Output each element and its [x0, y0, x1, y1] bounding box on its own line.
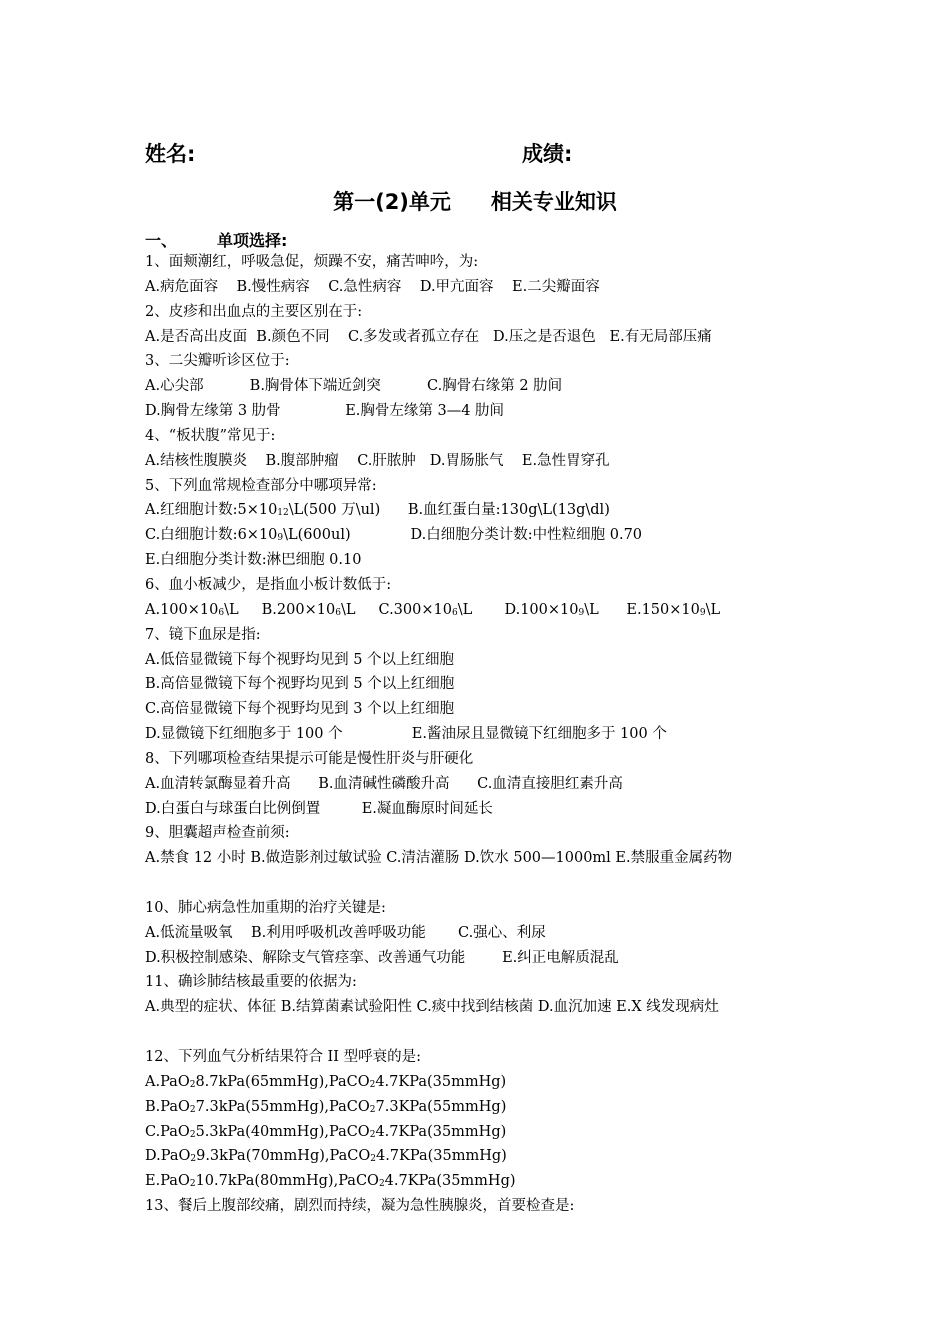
question-12: 12、下列血气分析结果符合 II 型呼衰的是: — [145, 1049, 422, 1065]
name-label: 姓名: — [145, 142, 196, 166]
question-13: 13、餐后上腹部绞痛，剧烈而持续，凝为急性胰腺炎，首要检查是: — [145, 1198, 575, 1215]
question-7-option-a: A.低倍显微镜下每个视野均见到 5 个以上红细胞 — [145, 651, 455, 668]
question-12-option-d: D.PaO$_2$9.3kPa(70mmHg),PaCO$_2$4.7KPa(35mmHg) — [145, 1148, 507, 1165]
question-5-options-3: E.白细胞分类计数:淋巴细胞 0.10 — [145, 552, 362, 569]
title-subject: 相关专业知识 — [490, 190, 617, 214]
question-1: 1、面颊潮红，呼吸急促，烦躁不安，痛苦呻吟，为: — [145, 254, 479, 270]
question-11-options: A.典型的症状、体征 B.结算菌素试验阳性 C.痰中找到结核菌 D.血沉加速 E.X 线发现病灶 — [145, 999, 719, 1016]
question-5-options-2: C.白细胞计数$:6\times 10_9\backslash L(600ul)$ D.白细胞分类计数:中性粒细胞 0.70 — [145, 527, 643, 544]
score-label: 成绩: — [522, 142, 573, 166]
question-list — [145, 250, 815, 1219]
question-10-options-1: A.低流量吸氧 B.利用呼吸机改善呼吸功能 C.强心、利尿 — [145, 924, 546, 941]
question-5-options-1: A.红细胞计数$:5\times 10_{12}\backslash L(500$ 万\ul) B.血红蛋白量:130g\L(13g\dl) — [145, 502, 610, 519]
question-9: 9、胆囊超声检查前须: — [145, 825, 290, 842]
page-title — [0, 186, 950, 216]
question-9-options: A.禁食 12 小时 B.做造影剂过敏试验 C.清洁灌肠 D.饮水 500—1000ml E.禁服重金属药物 — [145, 850, 733, 867]
question-7: 7、镜下血尿是指: — [145, 626, 261, 643]
section-title: 单项选择: — [217, 231, 288, 250]
question-2-options: A.是否高出皮面 B.颜色不同 C.多发或者孤立存在 D.压之是否退色 E.有无局部压痛 — [145, 328, 712, 345]
question-12-option-a: A.PaO$_2$8.7kPa(65mmHg),PaCO$_2$4.7KPa(35mmHg) — [145, 1073, 507, 1090]
question-11: 11、确诊肺结核最重要的依据为: — [145, 974, 357, 991]
question-3-options-2: D.胸骨左缘第 3 肋骨 E.胸骨左缘第 3—4 肋间 — [145, 403, 505, 420]
question-4-options: A.结核性腹膜炎 B.腹部肿瘤 C.肝脓肿 D.胃肠胀气 E.急性胃穿孔 — [145, 452, 610, 469]
question-8: 8、下列哪项检查结果提示可能是慢性肝炎与肝硬化 — [145, 750, 474, 767]
question-7-option-b: B.高倍显微镜下每个视野均见到 5 个以上红细胞 — [145, 676, 455, 693]
question-4: 4、“板状腹”常见于: — [145, 427, 276, 444]
question-10: 10、肺心病急性加重期的治疗关键是: — [145, 899, 386, 916]
title-unit: 第一(2)单元 — [333, 190, 451, 214]
question-2: 2、皮疹和出血点的主要区别在于: — [145, 303, 363, 320]
question-3-options-1: A.心尖部 B.胸骨体下端近剑突 C.胸骨右缘第 2 肋间 — [145, 378, 563, 395]
question-8-options-1: A.血清转氯酶显着升高 B.血清碱性磷酸升高 C.血清直接胆红素升高 — [145, 775, 623, 792]
question-1-options: A.病危面容 B.慢性病容 C.急性病容 D.甲亢面容 E.二尖瓣面容 — [145, 278, 600, 295]
question-7-option-de: D.显微镜下红细胞多于 100 个 E.酱油尿且显微镜下红细胞多于 100 个 — [145, 726, 667, 743]
question-6-options: $A.100\times 10_6\backslash L$ $B.200\times 10_6\backslash L$ $C.300\times 10_6\backslash L$ $D.100\times 10_9\backslash L$ $E.150\times 10_9\backslash L$ — [145, 601, 721, 618]
question-5: 5、下列血常规检查部分中哪项异常: — [145, 477, 377, 494]
section-heading — [145, 228, 287, 251]
question-12-option-b: B.PaO$_2$7.3kPa(55mmHg),PaCO$_2$7.3KPa(55mmHg) — [145, 1098, 507, 1115]
question-12-option-c: C.PaO$_2$5.3kPa(40mmHg),PaCO$_2$4.7KPa(35mmHg) — [145, 1123, 507, 1140]
question-3: 3、二尖瓣听诊区位于: — [145, 353, 290, 370]
question-12-option-e: E.PaO$_2$10.7kPa(80mmHg),PaCO$_2$4.7KPa(35mmHg) — [145, 1173, 516, 1190]
question-8-options-2: D.白蛋白与球蛋白比例倒置 E.凝血酶原时间延长 — [145, 800, 493, 817]
question-6: 6、血小板减少，是指血小板计数低于: — [145, 576, 392, 593]
section-number: 一、 — [145, 231, 178, 250]
question-7-option-c: C.高倍显微镜下每个视野均见到 3 个以上红细胞 — [145, 701, 455, 718]
question-10-options-2: D.积极控制感染、解除支气管痉挛、改善通气功能 E.纠正电解质混乱 — [145, 949, 619, 966]
